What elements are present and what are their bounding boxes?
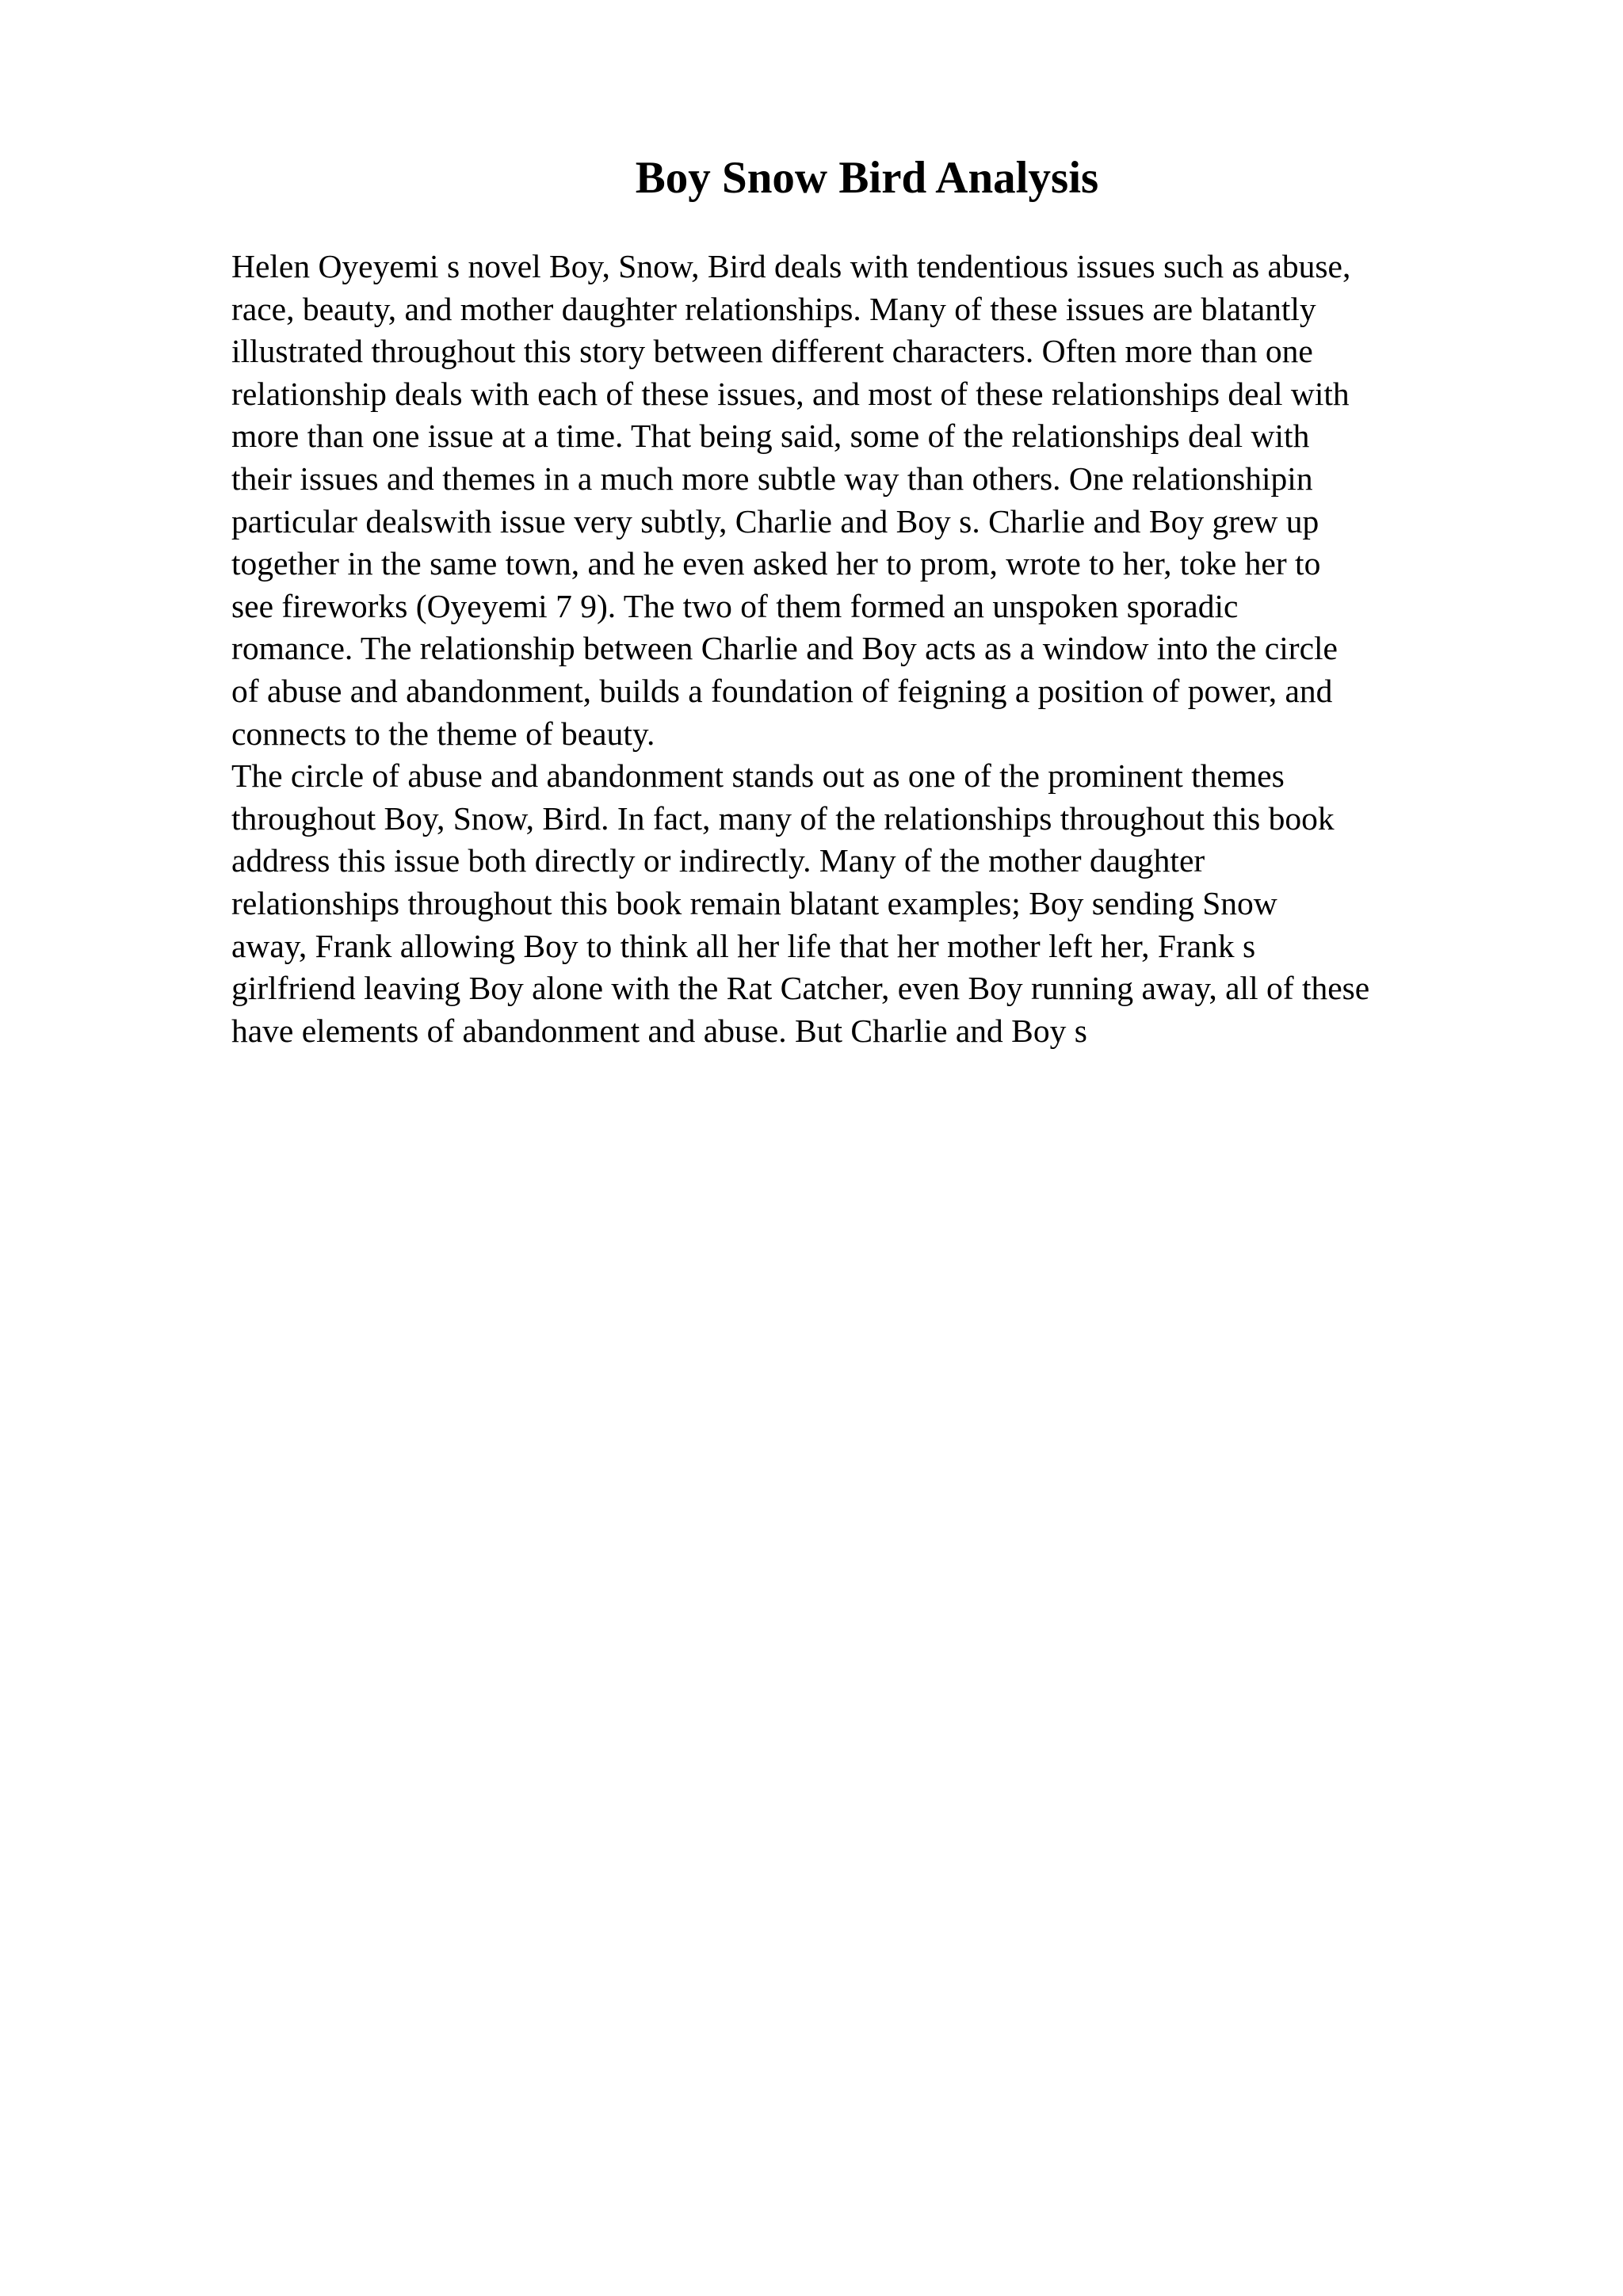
- text-line: illustrated throughout this story between different characters. Often more than one: [231, 333, 1313, 370]
- text-line: throughout Boy, Snow, Bird. In fact, many of the relationships throughout this book: [231, 799, 1335, 837]
- text-line: race, beauty, and mother daughter relationships. Many of these issues are blatantly: [231, 290, 1316, 327]
- text-line: girlfriend leaving Boy alone with the Rat Catcher, even Boy running away, all of these: [231, 970, 1370, 1007]
- text-line: relationship deals with each of these issues, and most of these relationships deal with: [231, 375, 1350, 412]
- document-title: Boy Snow Bird Analysis: [635, 153, 1099, 203]
- text-line: connects to the theme of beauty.: [231, 715, 655, 752]
- text-line: have elements of abandonment and abuse. But Charlie and Boy s: [231, 1012, 1087, 1049]
- text-line: together in the same town, and he even asked her to prom, wrote to her, toke her to: [231, 545, 1321, 582]
- text-line: away, Frank allowing Boy to think all her life that her mother left her, Frank s: [231, 927, 1256, 964]
- text-line: particular dealswith issue very subtly, Charlie and Boy s. Charlie and Boy grew up: [231, 502, 1319, 540]
- text-line: romance. The relationship between Charlie and Boy acts as a window into the circle: [231, 630, 1338, 667]
- text-line: their issues and themes in a much more subtle way than others. One relationshipin: [231, 460, 1313, 497]
- document-body: [231, 246, 1594, 1052]
- text-line: The circle of abuse and abandonment stands out as one of the prominent themes: [231, 757, 1285, 795]
- text-line: more than one issue at a time. That being said, some of the relationships deal with: [231, 418, 1310, 455]
- text-line: Helen Oyeyemi s novel Boy, Snow, Bird deals with tendentious issues such as abuse,: [231, 248, 1351, 284]
- text-line: see fireworks (Oyeyemi 7 9). The two of them formed an unspoken sporadic: [231, 587, 1239, 624]
- text-line: relationships throughout this book remain blatant examples; Boy sending Snow: [231, 884, 1277, 921]
- text-line: address this issue both directly or indirectly. Many of the mother daughter: [231, 842, 1205, 879]
- text-line: of abuse and abandonment, builds a foundation of feigning a position of power, and: [231, 672, 1333, 709]
